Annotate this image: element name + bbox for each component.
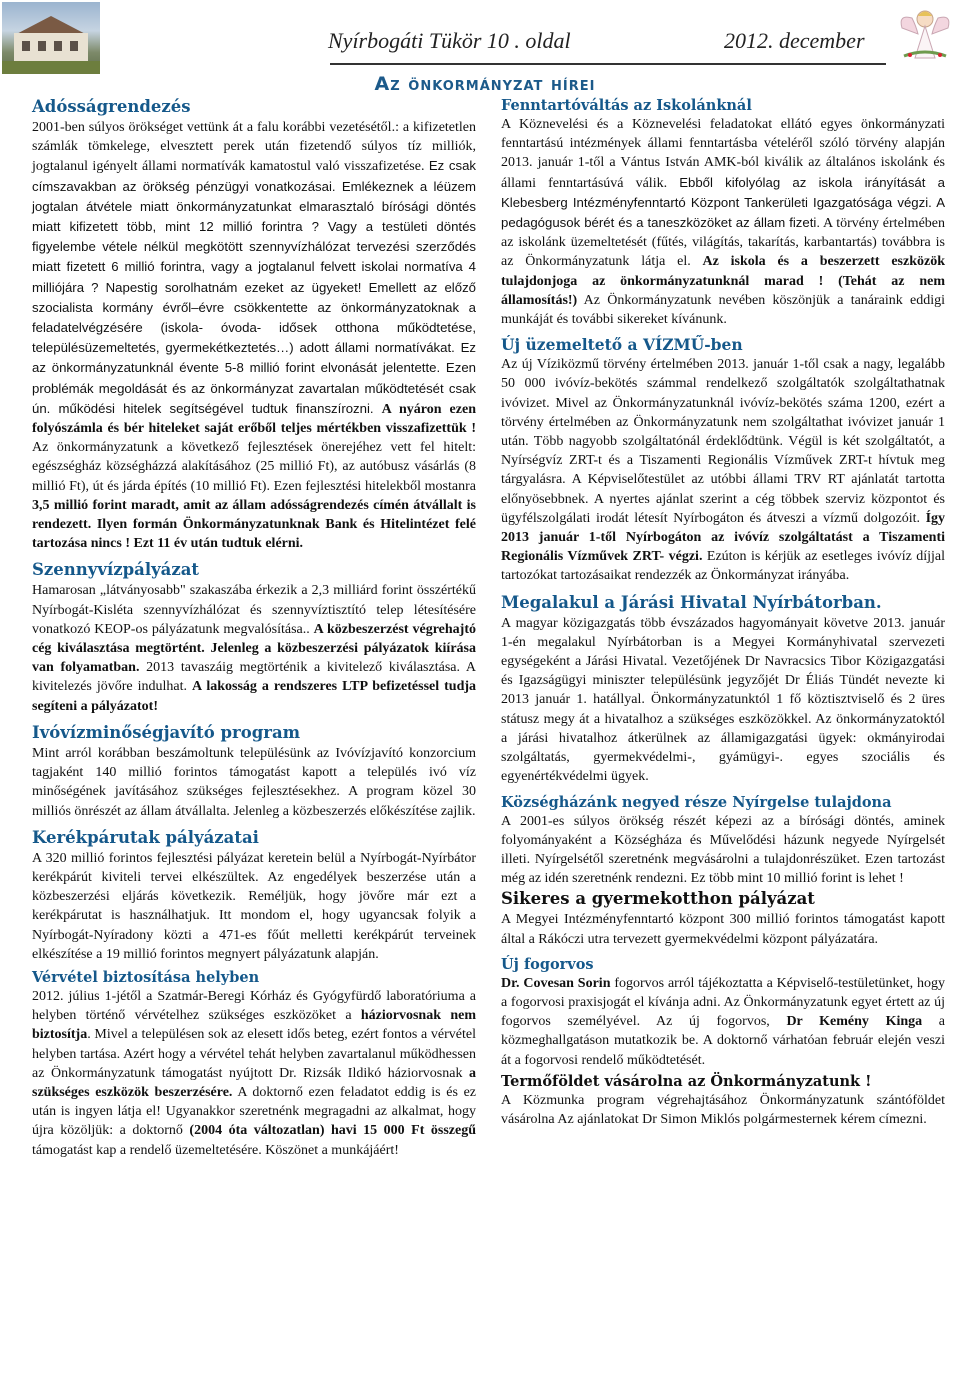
heading-fogorvos: Új fogorvos xyxy=(501,955,594,973)
vizmu-p1b: Így 2013 január 1-től Nyírbogáton az ivóvíz szolgáltatást a Tiszamenti Regionális Vízművek ZRT- végzi. xyxy=(501,510,946,565)
vervetel-p1d: a szükséges eszközök beszerzésére. xyxy=(32,1065,477,1100)
fogorvos-p1d: a közmeghallgatáson mutatkozik be. A doktornő várhatóan február elején veszi át a fogorvosi rendelő működtetését. xyxy=(501,1014,946,1068)
heading-vizmu: Új üzemeltető a VÍZMŰ-ben xyxy=(501,335,743,355)
heading-fenntarto: Fenntartóváltás az Iskolánknál xyxy=(501,97,752,114)
szennyviz-p1c: 2013 tavaszáig megtörténik a kivitelező kiválasztása. A kivitelezés jövőre indulhat. xyxy=(32,660,477,695)
szennyviz-p1: Hamarosan „látványosabb" szakaszába érkezik a 2,3 milliárd forint összértékű Nyírbogát-Kisléta szennyvízhálózat és szennyvíztisztító telep létesítésére vonatkozó KEOP-os pályázatunk megvalósítása.. xyxy=(32,583,476,637)
fenntarto-p1b: Az iskola és a beszerzett eszközök tulajdonjoga az önkormányzatunknál marad ! (Tehát az nem államosítás!) xyxy=(501,254,945,308)
right-column xyxy=(501,96,945,1129)
fogorvos-p1c: Dr Kemény Kinga xyxy=(786,1014,923,1030)
adossag-p2a: Vagy a testületi döntés figyelembe vétele nélkül megkötött szennyvízhálózat tervezési szerződés miatt fizetett 6 millió forintra, vagy a jogtalanul felvett iskolai normatíva 4 milliójára ? Napestig sorolhatnám ezeket az ügyeket! Emellett az előző szocialista kormány évről–évre csökkentette az önkormányzatoknak a feladatelvégzésére (iskola- óvoda- idősek otthona működtetése, településüzemeltetés, gyermekétkeztetés…) adott állami normatívákat. Ez az önkormányzatunknál évente 5-8 millió forint elvonását jelentette. Ezen problémák megoldását és az önkormányzat zavartalan működtetését csak ún. működési hitelek segítségével tudtuk finanszírozni. xyxy=(32,219,476,416)
heading-kerekpar: Kerékpárutak pályázatai xyxy=(32,827,259,847)
adossag-p2d: 3,5 millió forint maradt, amit az állam adósságrendezés címén átvállalt is rendezett. Ilyen formán Önkormányzatunknak Bank és Hitelintézet felé tartozása nincs ! Ezt 11 év után tudtuk elérni. xyxy=(32,497,476,552)
heading-szennyviz: Szennyvízpályázat xyxy=(32,560,200,580)
adossag-p2b: A nyáron ezen folyószámla és bér hiteleket saját erőből teljes mértékben visszafizettük ! xyxy=(32,401,476,437)
vervetel-paragraph xyxy=(32,987,476,1160)
vervetel-p1g: támogatást kap a rendelő üzemeltetésére. Köszönet a munkájáért! xyxy=(32,1142,399,1158)
heading-kozseghaza: Községházánk negyed része Nyírgelse tulajdona xyxy=(501,793,892,811)
fogorvos-p1a: Dr. Covesan Sorin xyxy=(501,975,611,991)
szennyviz-paragraph xyxy=(32,581,476,715)
vizmu-p1c: Ezúton is kérjük az esetleges ivóvíz díjjal tartozókat tartozásaikat rendezzék az Önkormányzat irányába. xyxy=(501,549,946,584)
kozseghaza-paragraph: A 2001-es súlyos örökség részét képezi az a bírósági döntés, aminek folyományaként a Községháza és Művelődési házunk negyede Nyírgelsét illeti. Nyírgelsétől szeretnénk megvásárolni a tulajdonrészüket. Ezen tartozást még az idén szeretnénk rendezni. Ez több mint 10 millió forint is lehet ! xyxy=(501,813,945,887)
jarasi-paragraph: A magyar közigazgatás több évszázados hagyományait követve 2013. január 1-én megalakul Nyírbátorban is a Megyei Kormányhivatal szervezeti egységeként a Járási Hivatal. Vezetőjének Dr Navracsics Tibor Közigazgatási és Igazságügyi miniszter településünk jegyzőjét Dr Éliás Tündét nevezte ki 2013 január 1. hatállyal. Önkormányzatunktól 1 fő köztisztviselő és 2 üres státusz megy át a hivatalhoz a szükséges eszközökkel. Az önkormányzatoktól a járási hivatalhoz átkerülnek az államigazgatási ügyek: okmányirodai szolgáltatás, gyermekvédelmi-, gyámügyi-. egyes szociális és egyenértékvédelmi ügyek. xyxy=(501,615,945,785)
fogorvos-paragraph xyxy=(501,974,945,1070)
ivoviz-paragraph: Mint arról korábban beszámoltunk településünk az Ivóvízjavító konzorcium tagjaként 140 millió forintos támogatást kapott a település ivó víz minőségének javításához szükséges fejlesztésekhez. A program közel 30 milliós önrészét az állam átvállalta. Jelenleg a közbeszerzés előkészítése zajlik. xyxy=(32,745,476,819)
termofold-paragraph: A Közmunka program végrehajtásához Önkormányzatunk szántóföldet vásárolna Az ajánlatokat Dr Simon Miklós polgármesternek kérem címezni. xyxy=(501,1092,945,1127)
left-column xyxy=(32,96,476,1160)
fenntarto-p1t: A törvény értelmében az iskolánk üzemeltetését (fűtés, világítás, takarítás, karbantartás) továbbra is az Önkormányzatunk látja el. xyxy=(501,216,945,270)
adossag-paragraph xyxy=(32,118,476,553)
vervetel-p1b: háziorvosnak nem biztosítja xyxy=(32,1008,476,1043)
vervetel-p1a: 2012. július 1-jétől a Szatmár-Beregi Kórház és Gyógyfürdő laboratóriuma a helyben történő vérvételhez szükséges eszközöket a xyxy=(32,988,476,1024)
adossag-p1: 2001-ben súlyos örökséget vettünk át a falu korábbi vezetésétől.: a kifizetetlen számlák tömkelege, elvesztett perek után fizetendő súlyos tíz milliók, jogtalanul igényelt állami normatívák kamatostul való visszafizetése. xyxy=(32,120,476,175)
vervetel-p1e: A doktornő ezen feladatot eddig is és ez után is ingyen látja el! Ugyanakkor szeretnénk megragadni az alkalmat, hogy újra közöljük: a doktornő xyxy=(32,1084,476,1139)
fenntarto-p1s: Ebből kifolyólag az iskola irányítását a Klebesberg Intézményfenntartó Központ Tankerületi Igazgatósága végzi. A pedagógusok bérét és a taneszközöket az állam fizeti. xyxy=(501,174,946,231)
szennyviz-p1b: A közbeszerzést végrehajtó cég kiválasztása megtörtént. Jelenleg a közbeszerzési pályázatok kiírása van folyamatban. xyxy=(32,621,477,676)
vizmu-paragraph xyxy=(501,355,945,585)
section-title: Az önkormányzat hírei xyxy=(374,73,596,95)
header-page: Nyírbogáti Tükör 10 . oldal xyxy=(328,28,571,53)
angel-ornament xyxy=(896,4,954,62)
heading-termofold: Termőföldet vásárolna az Önkormányzatunk ! xyxy=(501,1072,872,1090)
fogorvos-p1b: fogorvos arról tájékoztatta a Képviselő-testületünket, hogy a fogorvosi praxisjogát el kívánja adni. Az Önkormányzatunk egyet értett az új fogorvos személyével. Az új fogorvos, xyxy=(501,975,945,1030)
heading-gyermek: Sikeres a gyermekotthon pályázat xyxy=(501,889,815,909)
adossag-p1s: Ez csak címszavakban az örökség pénzügyi vonatkozásai. Emlékeznek a léüzem jogtalan átvétele miatt önkormányzatunkat elmarasztaló bírósági döntés miatt kifizetett több, mint 12 millió forintra ? xyxy=(32,158,476,235)
header-rule xyxy=(330,63,886,65)
vervetel-p1f: (2004 óta változatlan) havi 15 000 Ft összegű xyxy=(189,1123,477,1139)
fenntarto-paragraph xyxy=(501,115,945,329)
vizmu-p1: Az új Víziközmű törvény értelmében 2013. január 1-től csak a nagy, legalább 50 000 ivóvíz-bekötés számmal rendelkező szolgáltatók szolgáltathatnak ivóvizet. Mivel az Önkormányzatunknál ivóvíz-bekötés száma 1200, ezért a törvény értelmében az Önkormányzatunk nem szolgáltathat ivóvizet január 1 után. Több nagyobb szolgáltatónál érdeklődtünk. Végül is két szolgáltatót, a Nyírségvíz ZRT-t és a Tiszamenti Regionális Vízművek ZRT-t hívtuk meg tárgyalásra. A Képviselőtestület az utóbbi állami TRV RT ajánlatát tartotta előnyösebbnek. A nyertes ajánlat szerint a cég többek szerviz központot és ügyfélszolgálati irodát létesít Nyírbogáton és átveszi a vízmű dolgozóit. xyxy=(501,357,945,526)
page-header xyxy=(328,28,884,58)
kerekpar-paragraph: A 320 millió forintos fejlesztési pályázat keretein belül a Nyírbogát-Nyírbátor kerékpárút kiviteli tervei elkészültek. Az engedélyek beszerzése után a közbeszerzési eljárás következik. Reméljük, hogy jövőre már ezt a kerékpárutat is használhatjuk. Itt mondom el, hogy ugyancsak folyik a Nyírbogát-Nyíradony közti a 471-es főút melletti kerékpárút terveinek elkészítése a 19 millió forintos megnyert pályázatunk alapján. xyxy=(32,850,476,962)
gyermek-paragraph: A Megyei Intézményfenntartó központ 300 millió forintos támogatást kapott által a Rákóczi utra tervezett gyermekvédelmi központ pályázatára. xyxy=(501,912,945,947)
adossag-p2c: Az önkormányzatunk a következő fejlesztések önerejéhez vett fel hitelt: egészségház községházzá alakításához (25 millió Ft), az autóbusz vásárlás (8 millió Ft), út és járda építés (10 millió Ft). Ezen fejlesztési hitelekből mostanra xyxy=(32,440,476,494)
fenntarto-p1c: Az Önkormányzatunk nevében köszönjük a tanáraink eddigi munkáját és további sikereket kívánunk. xyxy=(501,292,945,328)
heading-adossag: Adósságrendezés xyxy=(32,97,191,116)
szennyviz-p1d: A lakosság a rendszeres LTP befizetéssel tudja segíteni a pályázatot! xyxy=(32,679,477,714)
vervetel-p1c: . Mivel a településen sok az elesett idős beteg, ezért fontos a vérvétel helyben tartása. Azért hogy a vérvétel tehát helyben zavartalanul működhessen az Önkormányzatunk támogatást nyújtott Dr. Rizsák Ildikó háziorvosnak xyxy=(32,1027,476,1081)
fenntarto-p1: A Köznevelési és a Köznevelési feladatokat ellátó egyes önkormányzati fenntartású intézmények állami fenntartásba vételéről szóló törvény alapján 2013. január 1-től a Vántus István AMK-ból kiválik az általános iskolánk és állami fenntartásúvá válik. xyxy=(501,117,945,191)
heading-jarasi: Megalakul a Járási Hivatal Nyírbátorban. xyxy=(501,592,882,612)
header-date: 2012. december xyxy=(724,28,865,53)
heading-vervetel: Vérvétel biztosítása helyben xyxy=(32,968,260,986)
town-hall-photo xyxy=(2,2,100,74)
heading-ivoviz: Ivóvízminőségjavító program xyxy=(32,722,301,742)
